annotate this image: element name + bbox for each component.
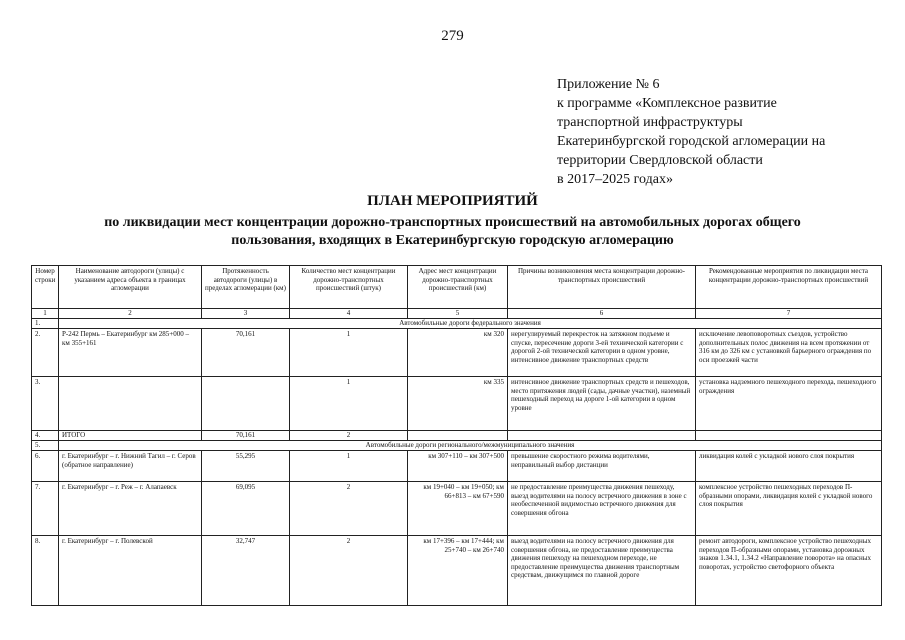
road-length: 70,161 bbox=[202, 329, 290, 377]
recommended-measures: комплексное устройство пешеходных переходов П-образными опорами, ликвидация колей с укладкой нового слоя покрытия bbox=[696, 482, 882, 536]
total-row bbox=[32, 431, 882, 441]
column-number: 7 bbox=[696, 309, 882, 319]
plan-table bbox=[31, 265, 882, 606]
accident-count: 2 bbox=[290, 482, 408, 536]
appendix-line: Екатеринбургской городской агломерации на bbox=[557, 134, 826, 149]
column-number: 5 bbox=[408, 309, 508, 319]
recommended-measures: установка надземного пешеходного перехода, пешеходного ограждения bbox=[696, 377, 882, 431]
row-number: 3. bbox=[32, 377, 59, 431]
recommended-measures: ликвидация колей с укладкой нового слоя покрытия bbox=[696, 451, 882, 482]
header-cell: Рекомендованные мероприятия по ликвидации места концентрации дорожно-транспортных происшествий bbox=[696, 266, 882, 309]
column-number: 3 bbox=[202, 309, 290, 319]
accident-count: 1 bbox=[290, 377, 408, 431]
row-number: 6. bbox=[32, 451, 59, 482]
row-number: 4. bbox=[32, 431, 59, 441]
title-main: ПЛАН МЕРОПРИЯТИЙ bbox=[367, 193, 538, 209]
accident-count: 1 bbox=[290, 329, 408, 377]
road-name bbox=[59, 377, 202, 431]
recommended-measures: ремонт автодороги, комплексное устройство пешеходных переходов П-образными опорами, установка дорожных знаков 1.34.1, 1.34.2 «Направление поворота» на опасных поворотах, устройство светофорного объекта bbox=[696, 536, 882, 606]
column-number: 1 bbox=[32, 309, 59, 319]
accident-address: км 17+396 – км 17+444; км 25+740 – км 26+740 bbox=[408, 536, 508, 606]
empty-cell bbox=[508, 431, 696, 441]
appendix-line: в 2017–2025 годах» bbox=[557, 172, 673, 187]
road-name: Р-242 Пермь – Екатеринбург км 285+000 – км 355+161 bbox=[59, 329, 202, 377]
accident-address: км 307+110 – км 307+500 bbox=[408, 451, 508, 482]
row-number: 7. bbox=[32, 482, 59, 536]
total-length: 70,161 bbox=[202, 431, 290, 441]
table-row bbox=[32, 451, 882, 482]
road-length bbox=[202, 377, 290, 431]
table-header-row bbox=[32, 266, 882, 309]
table-row bbox=[32, 536, 882, 606]
road-length: 69,095 bbox=[202, 482, 290, 536]
section-label: Автомобильные дороги регионального/межмуниципального значения bbox=[59, 441, 882, 451]
appendix-line: транспортной инфраструктуры bbox=[557, 115, 743, 130]
accident-address: км 335 bbox=[408, 377, 508, 431]
accident-reasons: выезд водителями на полосу встречного движения для совершения обгона, не предоставление преимущества движения пешеходу на пешеходном переходе, не предоставление преимущества движения транспортным средствам, движущимся по главной дороге bbox=[508, 536, 696, 606]
title-sub-line: пользования, входящих в Екатеринбургскую городскую агломерацию bbox=[231, 233, 674, 248]
road-length: 55,295 bbox=[202, 451, 290, 482]
road-name: г. Екатеринбург – г. Полевской bbox=[59, 536, 202, 606]
accident-reasons: не предоставление преимущества движения пешеходу, выезд водителями на полосу встречного движения в зоне с необеспеченной видимостью встречного движения для совершения обгона bbox=[508, 482, 696, 536]
appendix-line: территории Свердловской области bbox=[557, 153, 763, 168]
road-name: г. Екатеринбург – г. Нижний Тагил – г. Серов (обратное направление) bbox=[59, 451, 202, 482]
accident-count: 2 bbox=[290, 536, 408, 606]
road-length: 32,747 bbox=[202, 536, 290, 606]
title-sub-line: по ликвидации мест концентрации дорожно-транспортных происшествий на автомобильных дорогах общего bbox=[104, 215, 801, 230]
header-cell: Протяженность автодороги (улицы) в пределах агломерации (км) bbox=[202, 266, 290, 309]
row-number: 5. bbox=[32, 441, 59, 451]
header-cell: Причины возникновения места концентрации дорожно-транспортных происшествий bbox=[508, 266, 696, 309]
table-row bbox=[32, 377, 882, 431]
row-number: 1. bbox=[32, 319, 59, 329]
accident-reasons: интенсивное движение транспортных средств и пешеходов, место притяжения людей (сады, дачные участки), наземный пешеходный переход на дороге 1-ой категории в одном уровне bbox=[508, 377, 696, 431]
empty-cell bbox=[696, 431, 882, 441]
accident-reasons: нерегулируемый перекресток на затяжном подъеме и спуске, пересечение дороги 3-ей технической категории с дорогой 2-ой технической категории в одном уровне, интенсивное движение транспортных средств bbox=[508, 329, 696, 377]
road-name: г. Екатеринбург – г. Реж – г. Алапаевск bbox=[59, 482, 202, 536]
accident-reasons: превышение скоростного режима водителями, неправильный выбор дистанции bbox=[508, 451, 696, 482]
table-row bbox=[32, 482, 882, 536]
section-label: Автомобильные дороги федерального значения bbox=[59, 319, 882, 329]
header-cell: Количество мест концентрации дорожно-транспортных происшествий (штук) bbox=[290, 266, 408, 309]
document-title bbox=[20, 193, 885, 250]
section-row-federal bbox=[32, 319, 882, 329]
column-number: 2 bbox=[59, 309, 202, 319]
total-count: 2 bbox=[290, 431, 408, 441]
appendix-block bbox=[557, 75, 887, 189]
header-cell: Наименование автодороги (улицы) с указанием адреса объекта в границах агломерации bbox=[59, 266, 202, 309]
page-number: 279 bbox=[441, 28, 464, 44]
empty-cell bbox=[408, 431, 508, 441]
section-row-regional bbox=[32, 441, 882, 451]
appendix-line: Приложение № 6 bbox=[557, 77, 660, 92]
column-number: 4 bbox=[290, 309, 408, 319]
accident-address: км 320 bbox=[408, 329, 508, 377]
row-number: 2. bbox=[32, 329, 59, 377]
appendix-line: к программе «Комплексное развитие bbox=[557, 96, 777, 111]
table-row bbox=[32, 329, 882, 377]
accident-address: км 19+040 – км 19+050; км 66+813 – км 67+590 bbox=[408, 482, 508, 536]
row-number: 8. bbox=[32, 536, 59, 606]
total-label: ИТОГО bbox=[59, 431, 202, 441]
header-cell: Номер строки bbox=[32, 266, 59, 309]
column-number: 6 bbox=[508, 309, 696, 319]
column-number-row bbox=[32, 309, 882, 319]
header-cell: Адрес мест концентрации дорожно-транспортных происшествий (км) bbox=[408, 266, 508, 309]
accident-count: 1 bbox=[290, 451, 408, 482]
recommended-measures: исключение левоповоротных съездов, устройство дополнительных полос движения на всем протяжении от 316 км до 326 км с установкой барьерного ограждения по оси проезжей части bbox=[696, 329, 882, 377]
